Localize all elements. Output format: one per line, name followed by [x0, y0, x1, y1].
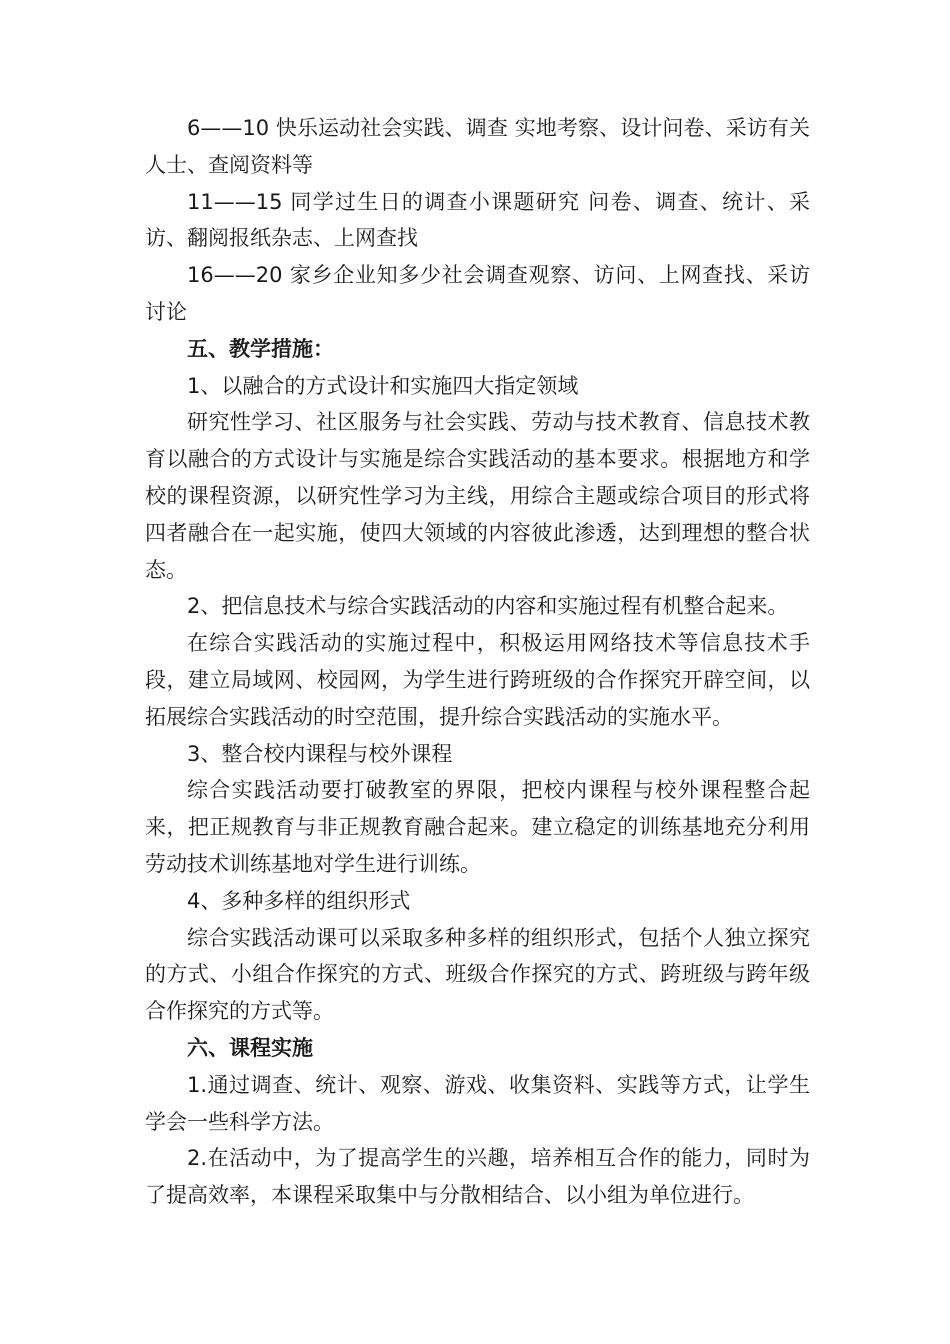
paragraph: 在综合实践活动的实施过程中，积极运用网络技术等信息技术手段，建立局域网、校园网，为学生进行跨班级的合作探究开辟空间，以拓展综合实践活动的时空范围，提升综合实践活动的实施水平。 — [145, 631, 810, 729]
subheading: 1、以融合的方式设计和实施四大指定领域 — [187, 373, 579, 398]
paragraph: 综合实践活动要打破教室的界限，把校内课程与校外课程整合起来，把正规教育与非正规教育融合起来。建立稳定的训练基地充分利用劳动技术训练基地对学生进行训练。 — [145, 778, 810, 876]
section-heading: 五、教学措施： — [187, 336, 334, 361]
subheading: 3、整合校内课程与校外课程 — [187, 741, 453, 766]
paragraph: 6——10 快乐运动社会实践、调查 实地考察、设计问卷、采访有关人士、查阅资料等 — [145, 116, 810, 177]
paragraph: 2.在活动中，为了提高学生的兴趣，培养相互合作的能力，同时为了提高效率，本课程采取集中与分散相结合、以小组为单位进行。 — [145, 1146, 810, 1208]
subheading: 4、多种多样的组织形式 — [187, 888, 411, 913]
paragraph: 1.通过调查、统计、观察、游戏、收集资料、实践等方式，让学生学会一些科学方法。 — [145, 1072, 810, 1134]
paragraph: 11——15 同学过生日的调查小课题研究 问卷、调查、统计、采访、翻阅报纸杂志、上网查找 — [145, 189, 810, 251]
subheading: 2、把信息技术与综合实践活动的内容和实施过程有机整合起来。 — [187, 594, 789, 619]
paragraph: 研究性学习、社区服务与社会实践、劳动与技术教育、信息技术教育以融合的方式设计与实施是综合实践活动的基本要求。根据地方和学校的课程资源，以研究性学习为主线，用综合主题或综合项目的形式将四者融合在一起实施，使四大领域的内容彼此渗透，达到理想的整合状态。 — [145, 410, 810, 582]
paragraph: 综合实践活动课可以采取多种多样的组织形式，包括个人独立探究的方式、小组合作探究的方式、班级合作探究的方式、跨班级与跨年级合作探究的方式等。 — [145, 925, 810, 1024]
section-heading: 六、课程实施 — [187, 1035, 313, 1060]
paragraph: 16——20 家乡企业知多少社会调查观察、访问、上网查找、采访讨论 — [145, 263, 810, 324]
document-page — [145, 110, 810, 1214]
